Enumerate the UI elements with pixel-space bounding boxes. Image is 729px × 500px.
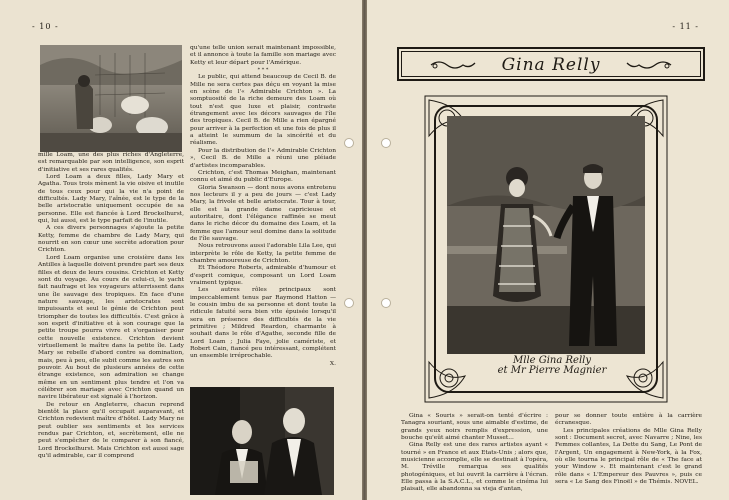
left-column-1	[38, 152, 184, 497]
paragraph: Les principales créations de Mlle Gina Relly sont : Document secret, avec Navarre ; Nine, les Femmes collantes, La Dette du Sang, Le Pont de l'Argent, Un engagement à New-York, à la Fox, où elle tourna le principal rôle de « The face at your Window ». Et maintenant c'est le grand rôle dans « L'Empereur des Pauvres », puis ce sera « Le Sang des Finoël » de Thémis. NOVEL.	[555, 427, 702, 486]
paragraph: Gloria Swanson — dont nous avons entretenu nos lecteurs il y a peu de jours — c'est Lady Mary, la frivole et belle aristocrate. Tour à tour, elle est la grande dame capricieuse et autoritaire, dont l'élégance raffinée se meut dans le riche décor du domaine des Loam, et la femme que l'amour seul domine dans la solitude de l'île sauvage.	[190, 184, 336, 242]
paragraph: Gina « Souris » serait-on tenté d'écrire : Tanagra souriant, sous une aimable d'estime, de grands yeux noirs remplis d'expression, une bouche qu'eût aimé chanter Musset...	[401, 413, 548, 442]
paragraph: Et Théodore Roberts, admirable d'humour et d'esprit comique, composant un Lord Loam vraiment typique.	[190, 265, 336, 286]
paragraph: Crichton, c'est Thomas Meighan, maintenant connu et aimé du public d'Europe.	[190, 169, 336, 184]
signoff: X.	[329, 360, 336, 367]
binder-hole	[344, 298, 354, 308]
left-page	[0, 0, 363, 500]
article-title: Gina Relly	[501, 55, 601, 75]
goats-photo	[40, 45, 182, 152]
right-column-2	[555, 413, 702, 498]
paragraph: Nous retrouvons aussi l'adorable Lila Lee, qui interprète le rôle de Ketty, la petite femme de chambre amoureuse de Crichton.	[190, 243, 336, 264]
photo-caption	[462, 356, 642, 376]
paragraph: Lord Loam organise une croisière dans les Antilles à laquelle doivent prendre part ses deux filles et deux de leurs cousins. Crichton et Ketty sont du voyage. Au cours de celui-ci, le yacht fait naufrage et les voyageurs atterrissent dans une île sauvage des tropiques. En face d'une nature sauvage, les aristocrates sont impuissants et seul le génie de Crichton peut triompher de toutes les difficultés. C'est grâce à son esprit d'initiative et à son courage que la petite troupe pourra vivre et s'organiser pour cette nouvelle existence. Crichton devient virtuellement le maître dans la petite île. Lady Mary se rebelle d'abord contre sa domination, mais, peu à peu, elle subit comme les autres son pouvoir. Au bout de plusieurs années de cette étrange existence, son admiration se change même en un sentiment plus tendre et l'on va célébrer son mariage avec Crichton quand un navire libérateur est signalé à l'horizon.	[38, 254, 184, 401]
caption-line-1: Mlle Gina Relly	[513, 355, 591, 366]
binder-hole	[381, 138, 391, 148]
paragraph: pour se donner toute entière à la carrière écranesque.	[555, 413, 702, 427]
paragraph: Les autres rôles principaux sont impeccablement tenus par Raymond Hatton — le cousin imbu de sa personne et dont toute la ridicule fatuité sera bien vite épuisée lorsqu'il sera en présence des difficultés de la vie primitive ; Mildred Reardon, charmante à souhait dans le rôle d'Agathe, seconde fille de Lord Loam ; Julia Faye, jolie camériste, et Robert Cain, fiancé peu intéressant, complétent un ensemble irréprochable.	[190, 287, 336, 360]
flourish-right-icon	[625, 59, 673, 71]
right-column-1	[401, 413, 548, 498]
left-column-2	[190, 45, 336, 367]
paragraph: Le public, qui attend beaucoup de Cecil B. de Mille ne sera certes pas déçu en voyant la mise en scène de l'« Admirable Crichton ». La somptuosité de la riche demeure des Loam où tout n'est que luxe et plaisir, contraste étrangement avec les décors sauvages de l'île des tropiques. Cecil B. de Mille a rien épargné pour arriver à la perfection et une fois de plus il a atteint le summum de la sincérité et du réalisme.	[190, 74, 336, 147]
page-number-right: - 11 -	[672, 22, 699, 31]
paragraph: mille Loam, une des plus riches d'Angleterre, est remarquable par son intelligence, son esprit d'initiative et ses rares qualités.	[38, 152, 184, 173]
binder-hole	[344, 138, 354, 148]
binder-hole	[381, 298, 391, 308]
paragraph: De retour en Angleterre, chacun reprend bientôt la place qu'il occupait auparavant, et Crichton redevient maître d'hôtel. Lady Mary ne peut oublier ses sentiments et les services rendus par Crichton, et, secrètement, elle ne peut s'empêcher de le comparer à son fiancé, Lord Brockelhurst. Mais Crichton est aussi sage qu'il admirable, car il comprend	[38, 401, 184, 460]
title-box	[397, 47, 705, 81]
men-photo	[190, 387, 334, 495]
section-ornament: * * *	[257, 67, 269, 74]
paragraph: Gina Relly est une des rares artistes ayant « tourné » en France et aux Etats-Unis ; alors que, musicienne accomplie, elle se destinait à l'opéra, M. Tréville remarqua ses qualités photogéniques, et lui ouvrit la carrière à l'écran. Elle passa à la S.A.C.L., et comme le cinéma lui plaisait, elle abandonna sa vieja d'antan,	[401, 442, 548, 493]
page-number-left: - 10 -	[32, 22, 59, 31]
paragraph: Lord Loam a deux filles, Lady Mary et Agatha. Tous trois mènent la vie oisive et inutile de tous ceux pour qui la vie n'a point de difficultés. Lady Mary, l'aînée, est le type de la belle aristocratie uniquement occupée de sa personne. Elle est fiancée à Lord Brockelhurst, qui, lui aussi, est le type parfait de l'inutile.	[38, 174, 184, 225]
paragraph: qu'une telle union serait maintenant impossible, et il annonce à toute la famille son mariage avec Ketty et leur départ pour l'Amérique.	[190, 45, 336, 66]
right-page	[367, 0, 729, 500]
paragraph: Pour la distribution de l'« Admirable Crichton », Cecil B. de Mille a réuni une pléiade d'artistes incomparables.	[190, 147, 336, 169]
caption-line-2: et Mr Pierre Magnier	[497, 365, 607, 376]
paragraph: A ces divers personnages s'ajoute la petite Ketty, femme de chambre de Lady Mary, qui nourrit en son cœur une secrète adoration pour Crichton.	[38, 225, 184, 254]
